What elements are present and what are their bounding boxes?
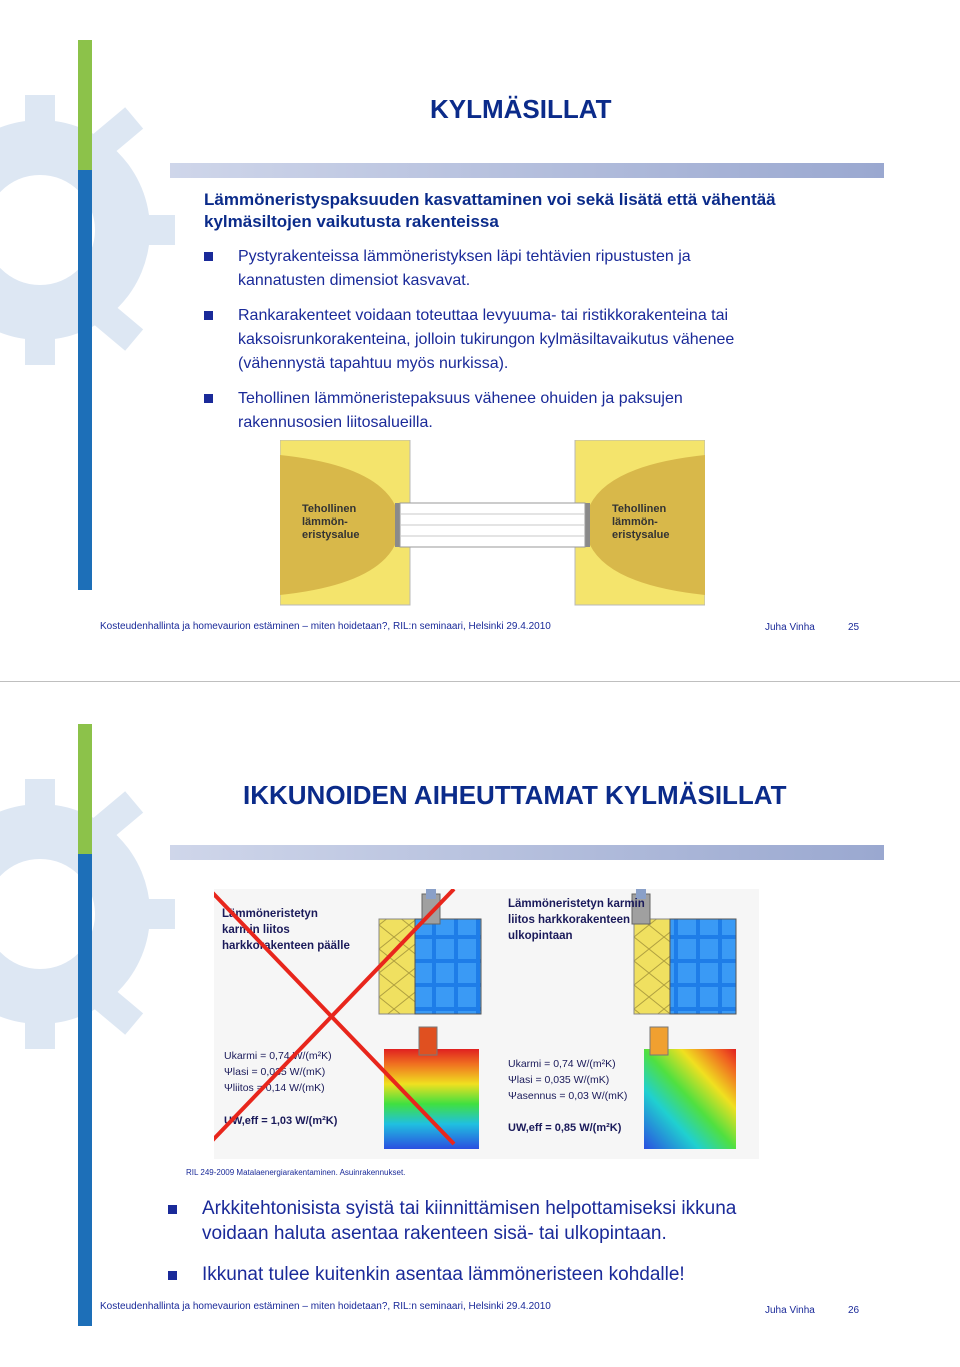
bullet-list	[204, 245, 854, 446]
lead-line: kylmäsiltojen vaikutusta rakenteissa	[204, 212, 499, 231]
bullet-square-icon	[168, 1271, 177, 1280]
figure-total-left: UW,eff = 1,03 W/(m²K)	[224, 1115, 338, 1127]
footer-author: Juha Vinha	[765, 1305, 815, 1316]
accent-bar-blue	[78, 170, 92, 590]
slide-26	[0, 684, 960, 1367]
figure-label-right: Tehollinen lämmön- eristysalue	[612, 503, 670, 541]
lead-text	[204, 189, 864, 233]
slide-divider	[0, 681, 960, 682]
accent-bar-blue	[78, 854, 92, 1326]
accent-bar-green	[78, 40, 92, 170]
bullet-list	[168, 1196, 868, 1303]
accent-bar-green	[78, 724, 92, 854]
footer-author: Juha Vinha	[765, 622, 815, 633]
gear-watermark-icon	[0, 60, 200, 380]
figure-values-left: Ukarmi = 0,74 W/(m²K) Ψlasi = 0,035 W/(mK) Ψliitos = 0,14 W/(mK)	[224, 1050, 332, 1094]
slide-25	[0, 0, 960, 680]
footer-source: Kosteudenhallinta ja homevaurion estäminen – miten hoidetaan?, RIL:n seminaari, Helsinki 29.4.2010	[100, 1301, 551, 1312]
figure-total-right: UW,eff = 0,85 W/(m²K)	[508, 1122, 622, 1134]
bullet-square-icon	[204, 252, 213, 261]
list-item: Ikkunat tulee kuitenkin asentaa lämmöneristeen kohdalle!	[168, 1262, 868, 1287]
list-item: Arkkitehtonisista syistä tai kiinnittämisen helpottamiseksi ikkuna voidaan haluta asentaa rakenteen sisä- tai ulkopintaan.	[168, 1196, 868, 1246]
figure-caption: RIL 249-2009 Matalaenergiarakentaminen. Asuinrakennukset.	[186, 1168, 406, 1177]
footer-source: Kosteudenhallinta ja homevaurion estäminen – miten hoidetaan?, RIL:n seminaari, Helsinki 29.4.2010	[100, 621, 551, 632]
title-underline-bar	[170, 845, 884, 860]
slide-title: IKKUNOIDEN AIHEUTTAMAT KYLMÄSILLAT	[243, 780, 787, 810]
effective-insulation-figure	[280, 440, 705, 610]
figure-heading-right: Lämmöneristetyn karmin liitos harkkorakenteen ulkopintaan	[508, 898, 645, 942]
list-item: Rankarakenteet voidaan toteuttaa levyuuma- tai ristikkorakenteina tai kaksoisrunkorakenteina, jolloin tukirungon kylmäsiltavaikutus vähenee (vähennystä tapahtuu myös nurkissa).	[204, 304, 854, 376]
lead-line: Lämmöneristyspaksuuden kasvattaminen voi sekä lisätä että vähentää	[204, 190, 776, 209]
figure-heading-left: Lämmöneristetyn karmin liitos harkkorakenteen päälle	[222, 908, 350, 952]
figure-label-left: Tehollinen lämmön- eristysalue	[302, 503, 360, 541]
bullet-square-icon	[204, 394, 213, 403]
list-item: Tehollinen lämmöneristepaksuus vähenee ohuiden ja paksujen rakennusosien liitosalueilla.	[204, 387, 854, 435]
page-number: 25	[848, 622, 860, 633]
slide-title: KYLMÄSILLAT	[430, 94, 612, 124]
list-item: Pystyrakenteissa lämmöneristyksen läpi tehtävien ripustusten ja kannatusten dimensiot kasvavat.	[204, 245, 854, 293]
bullet-square-icon	[168, 1205, 177, 1214]
gear-watermark-icon	[0, 744, 200, 1064]
bullet-square-icon	[204, 311, 213, 320]
page-number: 26	[848, 1305, 860, 1316]
window-installation-figure	[214, 889, 759, 1159]
figure-values-right: Ukarmi = 0,74 W/(m²K) Ψlasi = 0,035 W/(mK) Ψasennus = 0,03 W/(mK)	[508, 1058, 628, 1102]
title-underline-bar	[170, 163, 884, 178]
